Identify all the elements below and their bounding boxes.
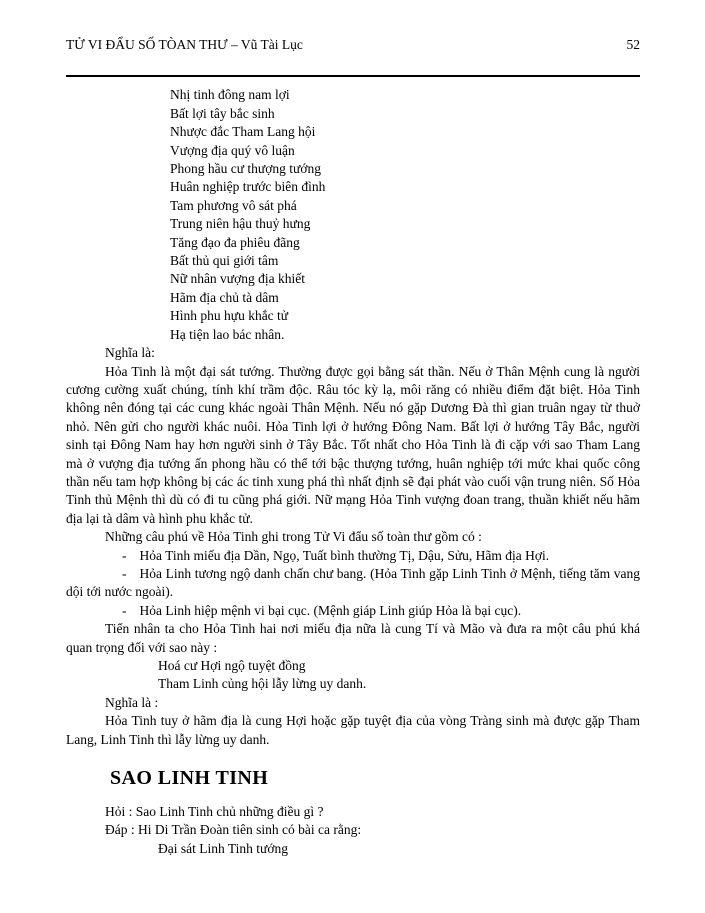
bullet-dash: - — [122, 565, 127, 581]
qa-question: Hỏi : Sao Linh Tinh chủ những điều gì ? — [105, 804, 324, 820]
poem-line: Trung niên hậu thuỷ hưng — [170, 216, 311, 232]
poem-line: Vượng địa quý vô luận — [170, 142, 295, 158]
poem-line: Nhị tinh đông nam lợi — [170, 87, 290, 103]
list-item — [66, 565, 640, 602]
poem-line: Hạ tiện lao bác nhân. — [170, 326, 285, 342]
paragraph-nghia-2: Hỏa Tinh tuy ở hãm địa là cung Hợi hoặc gặp tuyệt địa của vòng Tràng sinh mà được gặp Tham Lang, Linh Tinh thì lẫy lừng uy danh. — [66, 713, 640, 747]
poem-line: Huân nghiệp trước biên đình — [170, 179, 326, 195]
bullet-dash: - — [122, 602, 127, 618]
list-item-text: Hỏa Linh hiệp mệnh vi bại cục. (Mệnh giáp Linh giúp Hỏa là bại cục). — [139, 602, 522, 618]
poem-line: Tăng đạo đa phiêu đãng — [170, 234, 300, 250]
poem-line: Hình phu hựu khắc tử — [170, 308, 289, 324]
poem-line: Hãm địa chủ tà dâm — [170, 289, 279, 305]
poem-hoa-tinh — [170, 86, 640, 344]
poem-line: Bất thủ qui giới tâm — [170, 253, 279, 269]
poem-line: Đại sát Linh Tinh tướng — [158, 840, 288, 856]
book-title: TỬ VI ĐẨU SỐ TÒAN THƯ – Vũ Tài Lục — [66, 37, 303, 52]
poem-line: Phong hầu cư thượng tướng — [170, 161, 321, 177]
header-rule — [66, 75, 640, 77]
label-nghia-la: Nghĩa là : — [105, 694, 159, 710]
label-nghia-la: Nghĩa là: — [105, 345, 155, 361]
poem-phu — [158, 657, 640, 694]
bullet-dash: - — [122, 547, 127, 563]
poem-line: Tham Linh củng hội lẫy lừng uy danh. — [158, 676, 367, 692]
poem-line: Hoá cư Hợi ngộ tuyệt đồng — [158, 658, 306, 673]
poem-line: Tam phương vô sát phá — [170, 197, 297, 213]
list-item — [66, 547, 640, 565]
paragraph-tien-nhan: Tiển nhân ta cho Hỏa Tinh hai nơi miếu địa nữa là cung Tí và Mão và đưa ra một câu phú khá quan trọng đối với sao này : — [66, 621, 640, 655]
list-item — [66, 602, 640, 620]
page-number: 52 — [626, 37, 640, 52]
section-heading-sao-linh-tinh: SAO LINH TINH — [110, 767, 269, 790]
paragraph-cau-phu-intro: Những câu phú về Hỏa Tinh ghi trong Tử Vi đẩu số toàn thư gồm có : — [105, 529, 482, 545]
page-content — [66, 36, 640, 858]
list-item-text: Hỏa Tinh miếu địa Dần, Ngọ, Tuất bình thường Tị, Dậu, Sửu, Hãm địa Hợi. — [139, 547, 550, 563]
list-item-text: Hỏa Linh tương ngộ danh chấn chư bang. (Hỏa Tinh gặp Linh Tinh ở Mệnh, tiếng tăm vang dội tới nước ngoài). — [66, 565, 640, 600]
poem-line: Bất lợi tây bắc sinh — [170, 105, 275, 121]
paragraph-hoa-tinh: Hỏa Tinh là một đại sát tướng. Thường được gọi bằng sát thần. Nếu ở Thân Mệnh cung là người cương cường xuất chúng, tính khí trầm độc. Râu tóc kỳ lạ, môi răng có nhiều điểm đặt biệt. Hỏa Tinh không nên đóng tại các cung khác ngoài Thân Mệnh. Nếu nó gặp Dương Đà thì gian truân ngay từ thuở nhỏ. Nên gửi cho người khác nuôi. Hỏa Tinh lợi ở hướng Đông Nam. Bất lợi ở hướng Tây Bắc, người sinh tại Đông Nam hay hơn người sinh ở Tây Bắc. Tốt nhất cho Hỏa Tinh là đi cặp với sao Tham Lang mà ở vượng địa tướng ấn phong hầu có thể tới bậc thượng tướng, huân nghiệp tới mức khai quốc công thần nếu tam hợp không bị các ác tinh xung phá thì nhất định sẽ đại phát vào cuối vận trung niên. Số Hỏa Tinh thủ Mệnh thì dù có đi tu cũng phá giới. Nữ mạng Hỏa Tinh vượng đoan trang, thuần khiết nếu hãm địa lại tà dâm và hình phu khắc tử. — [66, 363, 640, 526]
poem-line: Nữ nhân vượng địa khiết — [170, 271, 305, 287]
poem-line: Nhược đắc Tham Lang hội — [170, 124, 316, 140]
page-header — [66, 36, 640, 54]
qa-answer: Đáp : Hi Di Trần Đoàn tiên sinh có bài ca rằng: — [105, 822, 362, 838]
